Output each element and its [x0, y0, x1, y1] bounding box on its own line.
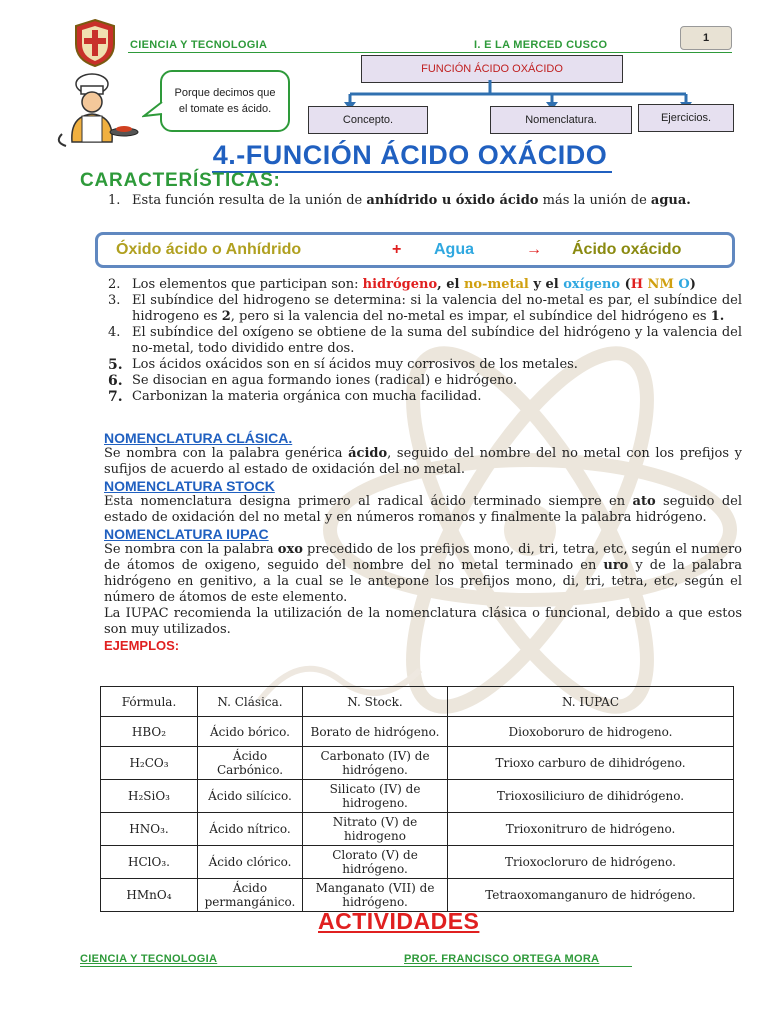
clasica-cell: Ácido clórico.: [198, 846, 303, 879]
equation-middle: Agua: [434, 241, 474, 258]
formula-cell: H₂CO₃: [101, 747, 198, 780]
iupac-cell: Tetraoxomanganuro de hidrógeno.: [448, 879, 734, 912]
iupac-cell: Trioxo carburo de dihidrógeno.: [448, 747, 734, 780]
equation-left: Óxido ácido o Anhídrido: [116, 241, 302, 258]
iupac-title: NOMENCLATURA IUPAC: [104, 526, 269, 542]
iupac-cell: Trioxocloruro de hidrógeno.: [448, 846, 734, 879]
clasica-cell: Ácido Carbónico.: [198, 747, 303, 780]
diagram-child-ejercicios: Ejercicios.: [638, 104, 734, 132]
iupac-text: Se nombra con la palabra oxo precedido de los prefijos mono, di, tri, tetra, etc, según el numero de átomos de oxigeno, seguido del nombre del no metal terminado en uro y de la palabra hidrógeno en genitivo, a la cual se le antepone los prefijos mono, di, tri, tetra, etc, según el número de átomos de este elemento.: [104, 542, 742, 605]
bubble-text: Porque decimos que el tomate es ácido.: [174, 87, 276, 115]
list-item-6: 6. Se disocian en agua formando iones (radical) e hidrógeno.: [108, 373, 518, 389]
page-number: 1: [702, 32, 710, 44]
examples-table: [100, 686, 734, 912]
stock-cell: Nitrato (V) de hidrogeno: [303, 813, 448, 846]
actividades-title: ACTIVIDADES: [318, 908, 480, 934]
stock-title: NOMENCLATURA STOCK: [104, 478, 275, 494]
table-header-row: [101, 687, 734, 717]
school-crest-icon: [72, 18, 118, 68]
bubble-tail-icon: [142, 100, 164, 120]
table-row: [101, 780, 734, 813]
table-row: [101, 717, 734, 747]
list-item-5: 5. Los ácidos oxácidos son en sí ácidos muy corrosivos de los metales.: [108, 357, 578, 373]
formula-cell: HMnO₄: [101, 879, 198, 912]
formula-cell: HBO₂: [101, 717, 198, 747]
header-subject: CIENCIA Y TECNOLOGIA: [130, 39, 268, 51]
characteristics-list: [104, 277, 742, 405]
table-header-cell: N. Clásica.: [198, 687, 303, 717]
table-header-cell: N. IUPAC: [448, 687, 734, 717]
stock-cell: Silicato (IV) de hidrogeno.: [303, 780, 448, 813]
equation-right: Ácido oxácido: [572, 241, 682, 258]
list-item-1: 1. Esta función resulta de la unión de anhídrido u óxido ácido más la unión de agua.: [108, 193, 691, 208]
stock-text: Esta nomenclatura designa primero al radical ácido terminado siempre en ato seguido del estado de oxidación del no metal y en números romanos y finalmente la palabra hidrógeno.: [104, 494, 742, 525]
list-item-3: 3. El subíndice del hidrogeno se determina: si la valencia del no-metal es par, el subíndice del hidrogeno es 2, pero si la valencia del no-metal es impar, el subíndice del hidrógeno es 1.: [108, 293, 742, 324]
speech-bubble: [160, 70, 290, 132]
iupac-cell: Trioxonitruro de hidrógeno.: [448, 813, 734, 846]
diagram-child-concepto: Concepto.: [308, 106, 428, 134]
stock-cell: Clorato (V) de hidrógeno.: [303, 846, 448, 879]
iupac-cell: Trioxosiliciuro de dihidrógeno.: [448, 780, 734, 813]
stock-cell: Borato de hidrógeno.: [303, 717, 448, 747]
clasica-cell: Ácido permangánico.: [198, 879, 303, 912]
equation-plus: +: [392, 241, 402, 258]
table-row: [101, 813, 734, 846]
stock-cell: Carbonato (IV) de hidrógeno.: [303, 747, 448, 780]
table-row: [101, 747, 734, 780]
iupac-recommendation: La IUPAC recomienda la utilización de la nomenclatura clásica o funcional, debido a que estos son muy utilizados.: [104, 606, 742, 637]
equation-box: [95, 232, 735, 268]
diagram-top-label: FUNCIÓN ÁCIDO OXÁCIDO: [421, 63, 563, 75]
nomenclature-block: [104, 430, 742, 653]
stock-cell: Manganato (VII) de hidrógeno.: [303, 879, 448, 912]
diagram-child-nomenclatura: Nomenclatura.: [490, 106, 632, 134]
page-title: 4.-FUNCIÓN ÁCIDO OXÁCIDO: [212, 140, 608, 170]
footer-subject: CIENCIA Y TECNOLOGIA: [80, 953, 218, 965]
table-row: [101, 846, 734, 879]
clasica-text: Se nombra con la palabra genérica ácido, seguido del nombre del no metal con los prefijos y sufijos de acuerdo al estado de oxidación del no metal.: [104, 446, 742, 477]
caracteristicas-title: CARACTERÍSTICAS:: [80, 170, 281, 191]
footer-rule: [80, 966, 632, 967]
formula-cell: HClO₃.: [101, 846, 198, 879]
table-header-cell: N. Stock.: [303, 687, 448, 717]
footer-teacher: PROF. FRANCISCO ORTEGA MORA: [404, 953, 600, 965]
clasica-cell: Ácido silícico.: [198, 780, 303, 813]
clasica-title: NOMENCLATURA CLÁSICA.: [104, 430, 293, 446]
page-number-badge: [680, 26, 732, 50]
table-row: [101, 879, 734, 912]
diagram-top-box: [361, 55, 623, 83]
list-item-7: 7. Carbonizan la materia orgánica con mucha facilidad.: [108, 389, 482, 405]
clasica-cell: Ácido bórico.: [198, 717, 303, 747]
iupac-cell: Dioxoboruro de hidrogeno.: [448, 717, 734, 747]
clasica-cell: Ácido nítrico.: [198, 813, 303, 846]
formula-cell: HNO₃.: [101, 813, 198, 846]
ejemplos-title: EJEMPLOS:: [104, 638, 180, 653]
formula-cell: H₂SiO₃: [101, 780, 198, 813]
equation-arrow: →: [526, 241, 542, 258]
header-school: I. E LA MERCED CUSCO: [474, 39, 608, 51]
list-item-4: 4. El subíndice del oxígeno se obtiene de la suma del subíndice del hidrógeno y la valencia del no-metal, todo dividido entre dos.: [108, 325, 742, 356]
list-item-2: 2. Los elementos que participan son: hidrógeno, el no-metal y el oxígeno (H NM O): [108, 277, 696, 292]
table-header-cell: Fórmula.: [101, 687, 198, 717]
header-rule: [128, 52, 732, 53]
